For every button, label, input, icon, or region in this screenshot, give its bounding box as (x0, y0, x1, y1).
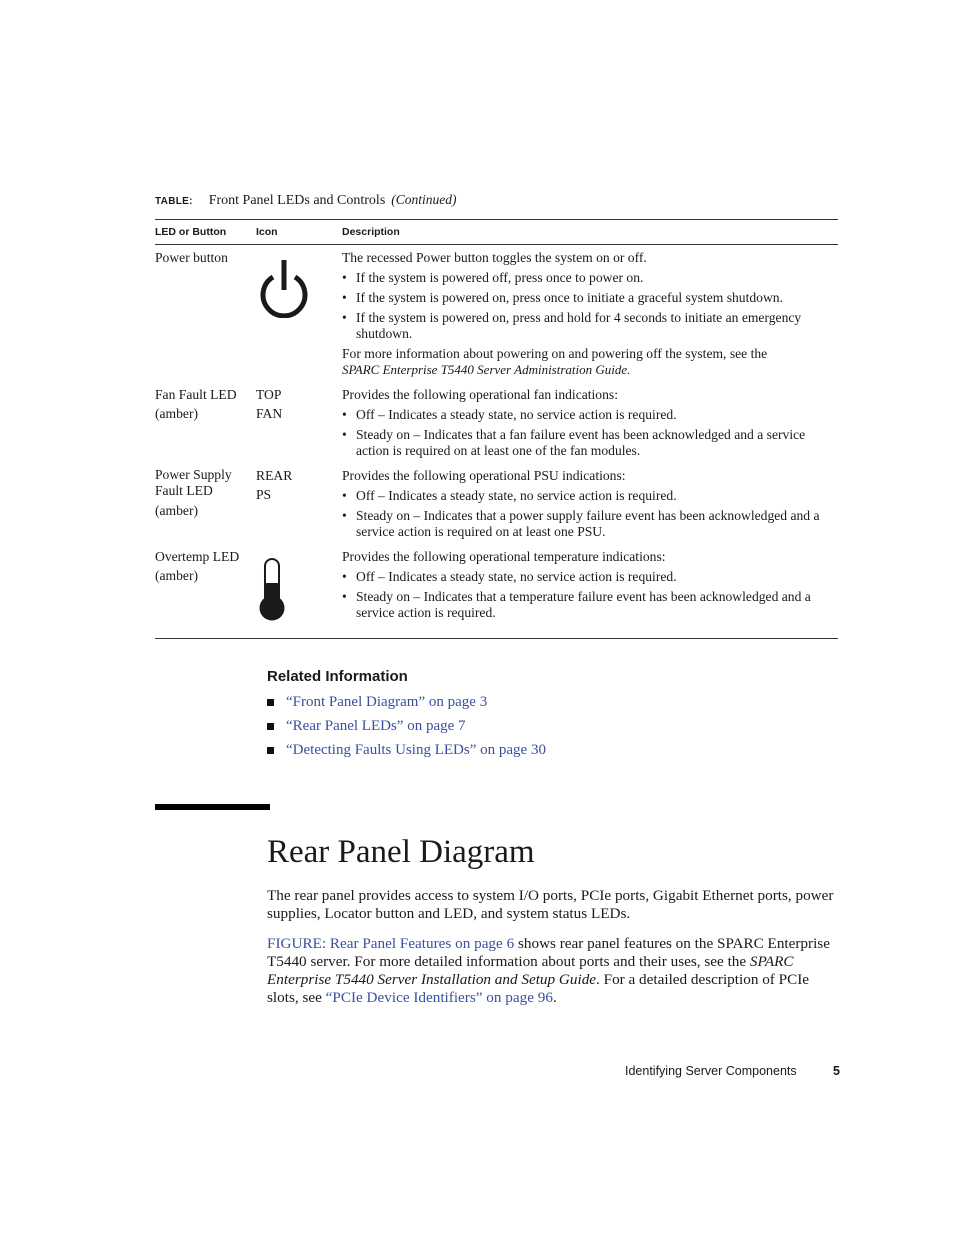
footer-page-number: 5 (833, 1064, 840, 1078)
description-intro: Provides the following operational PSU indications: (342, 468, 626, 483)
link-rear-panel-features-figure[interactable]: FIGURE: Rear Panel Features on page 6 (267, 935, 515, 952)
table-header-rule (155, 244, 838, 245)
table-caption-label: TABLE: (155, 196, 193, 207)
description-intro: Provides the following operational temperature indications: (342, 549, 666, 564)
led-name: Overtemp LED (155, 549, 240, 564)
bullet-item: • Steady on – Indicates that a power supply failure event has been acknowledged and a service action is required on at least one PSU. (342, 508, 836, 540)
bullet-list (342, 569, 836, 621)
row-power-button-name: Power button (155, 250, 228, 265)
paragraph-text: shows rear panel features on the SPARC Enterprise T5440 server. For more detailed information about ports and their uses, see the (267, 935, 830, 970)
link-front-panel-diagram[interactable]: “Front Panel Diagram” on page 3 (286, 694, 488, 710)
description-intro: The recessed Power button toggles the system on or off. (342, 250, 647, 265)
row-overtemp-name (155, 547, 239, 585)
led-color: (amber) (155, 406, 199, 421)
row-fan-fault-description (342, 387, 836, 463)
description-intro: Provides the following operational fan indications: (342, 387, 618, 402)
power-icon (258, 258, 310, 323)
led-color: (amber) (155, 568, 199, 583)
led-color: (amber) (155, 503, 199, 518)
table-caption-continued: (Continued) (391, 192, 457, 207)
related-link-item (267, 692, 546, 716)
related-information-heading: Related Information (267, 668, 408, 685)
header-led-or-button: LED or Button (155, 226, 227, 238)
icon-label: FAN (256, 406, 283, 421)
row-psu-fault-description (342, 468, 836, 544)
bullet-item: • If the system is powered on, press and hold for 4 seconds to initiate an emergency shutdown. (342, 310, 836, 342)
bullet-item: • Off – Indicates a steady state, no service action is required. (342, 488, 836, 504)
icon-label: TOP (256, 387, 282, 402)
table-bottom-rule (155, 638, 838, 639)
footer-chapter-title: Identifying Server Components (625, 1064, 797, 1078)
table-caption (155, 192, 457, 209)
table-caption-title: Front Panel LEDs and Controls (208, 193, 386, 208)
bullet-item: • Off – Indicates a steady state, no service action is required. (342, 569, 836, 585)
row-psu-fault-name (155, 467, 250, 519)
square-bullet-icon (267, 723, 274, 730)
installation-guide-title: SPARC Enterprise T5440 Server Installation and Setup Guide (267, 953, 794, 988)
section-bar (155, 804, 270, 810)
row-psu-fault-icon (256, 466, 292, 504)
header-icon: Icon (256, 226, 278, 238)
row-fan-fault-name (155, 385, 237, 423)
led-name: Power Supply Fault LED (155, 467, 232, 498)
row-power-button-description (342, 250, 836, 382)
bullet-item: • Steady on – Indicates that a temperature failure event has been acknowledged and a service action is required. (342, 589, 836, 621)
icon-label: PS (256, 487, 272, 502)
related-links-list (267, 692, 546, 764)
section-paragraph-2 (267, 935, 837, 1007)
bullet-item: • If the system is powered off, press once to power on. (342, 270, 836, 286)
section-title: Rear Panel Diagram (267, 834, 535, 870)
paragraph-end: . (552, 989, 557, 1006)
bullet-item: • Off – Indicates a steady state, no service action is required. (342, 407, 836, 423)
link-detecting-faults[interactable]: “Detecting Faults Using LEDs” on page 30 (286, 742, 546, 758)
description-outro-text: For more information about powering on and powering off the system, see the (342, 346, 768, 361)
square-bullet-icon (267, 699, 274, 706)
square-bullet-icon (267, 747, 274, 754)
link-pcie-device-identifiers[interactable]: “PCIe Device Identifiers” on page 96 (325, 989, 553, 1006)
bullet-item: • Steady on – Indicates that a fan failure event has been acknowledged and a service action is required on at least one of the fan modules. (342, 427, 836, 459)
bullet-list (342, 488, 836, 540)
led-name: Fan Fault LED (155, 387, 237, 402)
row-fan-fault-icon (256, 385, 282, 423)
related-link-item (267, 740, 546, 764)
description-outro (342, 346, 836, 378)
admin-guide-title: SPARC Enterprise T5440 Server Administration Guide. (342, 362, 631, 377)
icon-label: REAR (256, 468, 293, 483)
bullet-list (342, 270, 836, 342)
row-overtemp-description (342, 549, 836, 625)
header-description: Description (342, 226, 400, 238)
bullet-item: • If the system is powered on, press once to initiate a graceful system shutdown. (342, 290, 836, 306)
link-rear-panel-leds[interactable]: “Rear Panel LEDs” on page 7 (286, 718, 466, 734)
section-paragraph-1: The rear panel provides access to system I/O ports, PCIe ports, Gigabit Ethernet ports, power supplies, Locator button and LED, and system status LEDs. (267, 887, 834, 922)
thermometer-icon (258, 557, 286, 628)
table-top-rule (155, 219, 838, 220)
paragraph-text: . For a detailed description of PCIe slots, see (267, 971, 810, 1006)
bullet-list (342, 407, 836, 459)
related-link-item (267, 716, 546, 740)
